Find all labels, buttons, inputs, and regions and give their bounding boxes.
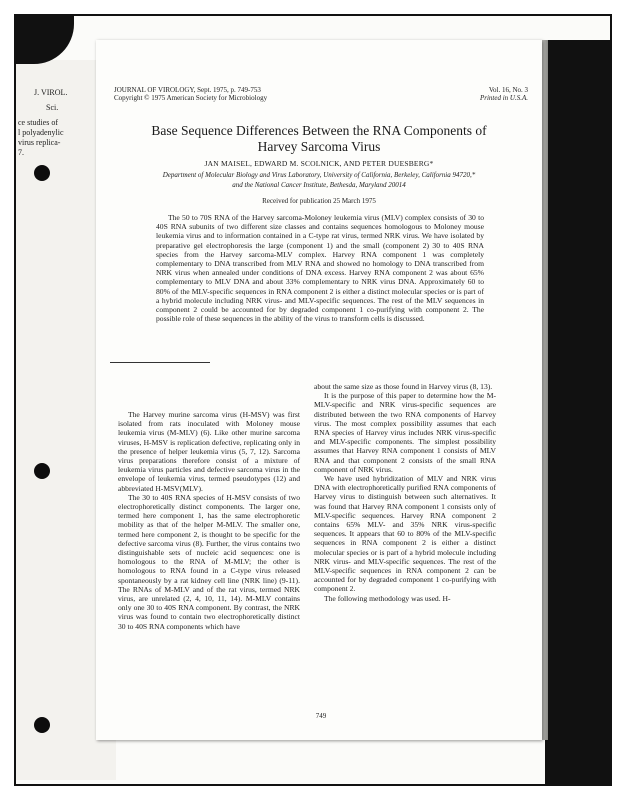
paragraph: about the same size as those found in Harvey virus (8, 13). xyxy=(314,382,493,391)
paragraph: The Harvey murine sarcoma virus (H-MSV) was first isolated from rats inoculated with Moloney mouse leukemia virus (M-MLV) (6). Like other murine sarcoma viruses, H-MSV is replication defective, replicating only in the presence of helper leukemia virus (5, 7, 12). Sarcoma virus preparations therefore consist of a mixture of leukemia virus particles and defective sarcoma virus in the envelope of leukemia virus, termed pseudotypes (12) and abbreviated H-MSV(MLV). xyxy=(118,410,300,493)
article-title-line-1: Base Sequence Differences Between the RNA Components of xyxy=(151,123,487,138)
affiliation-line-2: and the National Cancer Institute, Bethesda, Maryland 20014 xyxy=(232,181,406,189)
left-page-fragment: l polyadenylic xyxy=(18,128,64,137)
article-page xyxy=(96,40,542,740)
left-column xyxy=(118,410,300,631)
received-date: Received for publication 25 March 1975 xyxy=(262,197,376,205)
left-page-header: J. VIROL. xyxy=(34,88,68,97)
paragraph: We have used hybridization of MLV and NRK virus DNA with electrophoretically purified RNA components of Harvey virus to distinguish between such alternatives. It was found that Harvey RNA component 1 consists only of MLV-specific sequences. Harvey RNA component 2 contains 65% MLV- and 35% NRK virus-specific sequences. It appears that 60 to 80% of the MLV-specific sequences in RNA component 2 is either a distinct molecular species or is part of a hybrid molecule including NRK virus- and MLV-specific sequences. The rest of the MLV-specific sequences in RNA component 2 can be accounted for by degraded component 1 co-purifying with component 2. xyxy=(314,474,496,594)
article-title-line-2: Harvey Sarcoma Virus xyxy=(257,139,381,154)
author-list: JAN MAISEL, EDWARD M. SCOLNICK, AND PETER DUESBERG* xyxy=(204,159,434,168)
right-column xyxy=(314,382,496,603)
punch-hole xyxy=(34,717,50,733)
paragraph: The following methodology was used. H- xyxy=(324,593,451,603)
copyright-line: Copyright © 1975 American Society for Microbiology xyxy=(114,94,268,102)
paragraph: The 30 to 40S RNA species of H-MSV consists of two electrophoretically distinct components. The larger one, termed here component 1, has the same electrophoretic mobility as that of the helper M-MLV. The smaller one, termed here component 2, is thought to be specific for the defective sarcoma virus (8). Further, the virus contains two distinguishable sets of nucleic acid sequences: one is homologous to the RNA of M-MLV; the other is homologous to RNA found in a C-type virus released spontaneously by a rat kidney cell line (NRK line) (9-11). The RNAs of M-MLV and of the rat virus, termed NRK virus, are unrelated (2, 4, 10, 11, 14). M-MLV contains only one 30 to 40S RNA component. By contrast, the NRK virus was found to contain two electrophoretically distinct 30 to 40S RNA components which have xyxy=(118,492,300,631)
affiliation-line-1: Department of Molecular Biology and Virus Laboratory, University of California, Berkeley, California 94720,* xyxy=(162,171,476,179)
page-number: 749 xyxy=(315,712,327,720)
punch-hole xyxy=(34,463,50,479)
left-page-fragment: Sci. xyxy=(46,103,59,112)
journal-line: JOURNAL OF VIROLOGY, Sept. 1975, p. 749-753 xyxy=(114,86,261,94)
punch-hole xyxy=(34,165,50,181)
separator-rule xyxy=(110,362,210,363)
left-page-fragment: ce studies of xyxy=(18,118,58,127)
scan-right-shadow xyxy=(545,40,612,784)
left-page-fragment: 7. xyxy=(18,148,24,157)
volume-line: Vol. 16, No. 3 xyxy=(488,86,528,94)
abstract: The 50 to 70S RNA of the Harvey sarcoma-Moloney leukemia virus (MLV) complex consists of 30 to 40S RNA subunits of two different size classes and contains sequences homologous to Moloney mouse leukemia virus and to information contained in a C-type rat virus, termed NRK virus. We have isolated by preparative gel electrophoresis the large (component 1) and the small (component 2) 30 to 40S RNA species from the Harvey sarcoma-MLV complex. Harvey RNA component 1 was completely complementary to DNA transcribed from MLV RNA and showed no homology to DNA transcribed from NRK virus when annealed under conditions of DNA excess. Harvey RNA component 2 was about 65% complementary to MLV DNA and about 33% complementary to NRK virus DNA. Approximately 60 to 80% of the MLV-specific sequences in RNA component 2 is either a distinct molecular species or is part of a hybrid molecule including NRK virus- and MLV-specific sequences. The rest of the MLV sequences in component 2 could be accounted for by degraded component 1 co-purifying with component 2. The possible role of these sequences in the ability of the virus to transform cells is discussed. xyxy=(156,213,484,324)
paragraph: It is the purpose of this paper to determine how the M-MLV-specific and NRK virus-specific sequences are distributed between the two RNA components of Harvey virus. The most complex possibility assumes that each RNA species of Harvey virus includes NRK virus-specific and MLV-specific components. The simplest possibility assumes that Harvey RNA component 1 consists of MLV RNA and that component 2 consists of the small RNA component of NRK virus. xyxy=(314,391,496,474)
printed-line: Printed in U.S.A. xyxy=(479,94,528,102)
left-page-fragment: virus replica- xyxy=(18,138,61,147)
